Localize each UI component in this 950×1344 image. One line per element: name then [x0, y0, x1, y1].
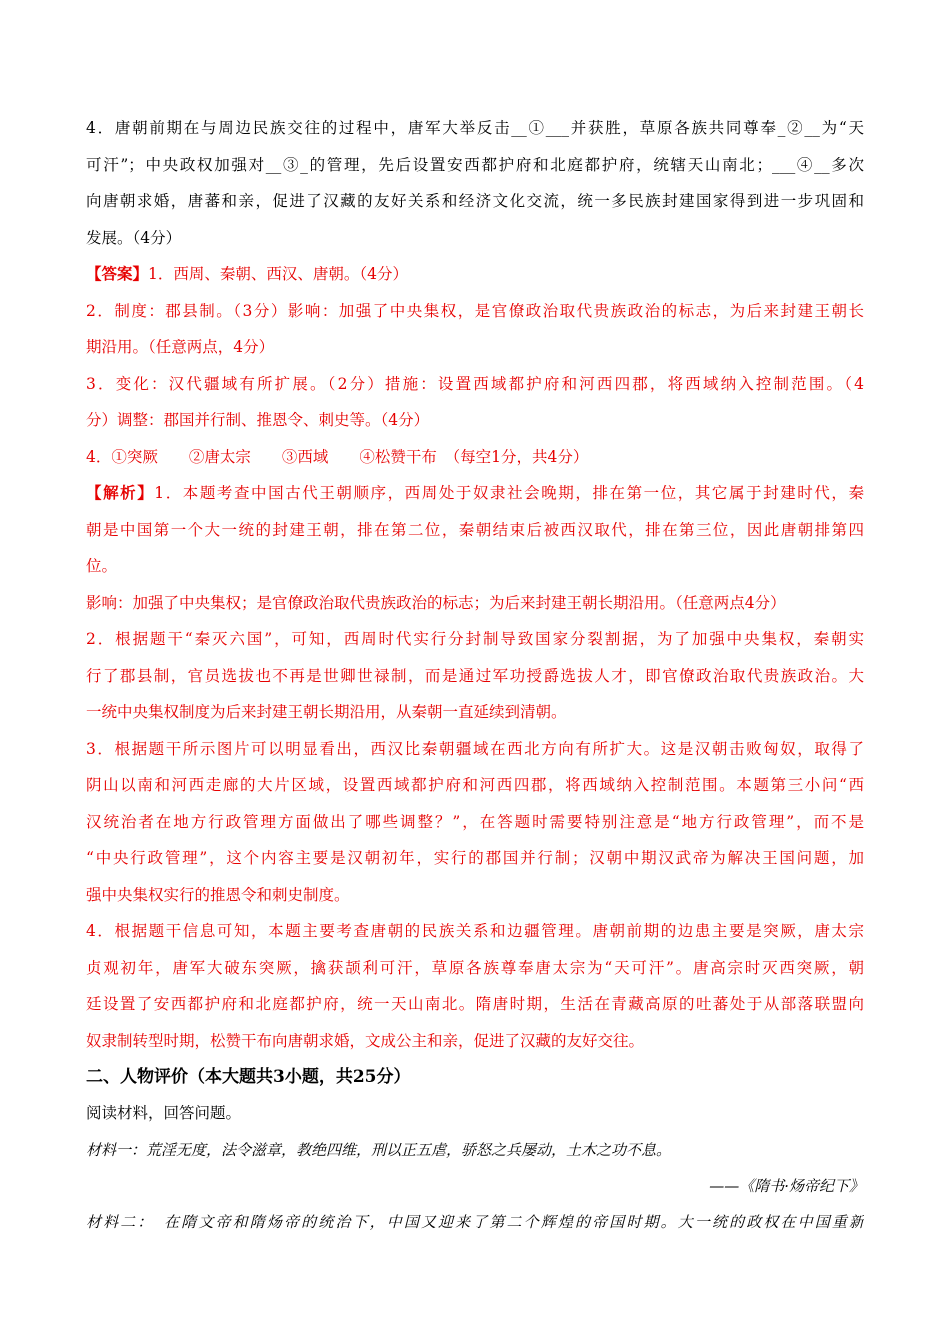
material-1-source: ——《隋书·炀帝纪下》 — [709, 1176, 864, 1195]
answer-line-3: 期沿用。（任意两点，4分） — [86, 338, 275, 356]
analysis-line-9: 阴山以南和河西走廊的大片区域，设置西域都护府和河西四郡，将西域纳入控制范围。本题第三小问“西 — [86, 776, 864, 794]
analysis-line-16: 奴隶制转型时期，松赞干布向唐朝求婚，文成公主和亲，促进了汉藏的友好交往。 — [86, 1031, 645, 1050]
analysis-line-4: 影响：加强了中央集权；是官僚政治取代贵族政治的标志；为后来封建王朝长期沿用。（任意两点4分） — [86, 593, 786, 612]
analysis-line-3: 位。 — [86, 557, 118, 575]
analysis-line-15: 廷设置了安西都护府和北庭都护府，统一天山南北。隋唐时期，生活在青藏高原的吐蕃处于从部落联盟向 — [86, 995, 864, 1013]
question4-line-2: 可汗”；中央政权加强对__③_的管理，先后设置安西都护府和北庭都护府，统辖天山南北；___④__多次 — [86, 155, 864, 174]
analysis-line-11: “中央行政管理”，这个内容主要是汉朝初年，实行的郡国并行制；汉朝中期汉武帝为解决王国问题，加 — [86, 849, 864, 867]
answer-tag: 【答案】 — [86, 264, 149, 283]
analysis-line-7: 一统中央集权制度为后来封建王朝长期沿用，从秦朝一直延续到清朝。 — [86, 703, 567, 721]
analysis-line-10: 汉统治者在地方行政管理方面做出了哪些调整？”，在答题时需要特别注意是“地方行政管理”，而不是 — [86, 812, 864, 831]
answer-line-4: 3．变化：汉代疆域有所扩展。（2分）措施：设置西域都护府和河西四郡，将西域纳入控制范围。（4 — [86, 374, 864, 393]
question4-line-3: 向唐朝求婚，唐蕃和亲，促进了汉藏的友好关系和经济文化交流，统一多民族封建国家得到进一步巩固和 — [86, 192, 864, 210]
analysis-line-1 — [86, 475, 864, 512]
analysis-line-8: 3．根据题干所示图片可以明显看出，西汉比秦朝疆域在西北方向有所扩大。这是汉朝击败匈奴，取得了 — [86, 739, 864, 758]
answer-text-1: 1．西周、秦朝、西汉、唐朝。（4分） — [148, 265, 408, 283]
material-2: 材料二： 在隋文帝和隋炀帝的统治下，中国又迎来了第二个辉煌的帝国时期。大一统的政权在中国重新 — [86, 1212, 864, 1231]
answer-line-2: 2．制度：郡县制。（3分）影响：加强了中央集权，是官僚政治取代贵族政治的标志，为后来封建王朝长 — [86, 301, 864, 320]
question4-line-1: 4．唐朝前期在与周边民族交往的过程中，唐军大举反击__①___并获胜，草原各族共同尊奉_②__为“天 — [86, 119, 864, 137]
analysis-line-14: 贞观初年，唐军大破东突厥，擒获颉利可汗，草原各族尊奉唐太宗为“天可汗”。唐高宗时灭西突厥，朝 — [86, 958, 864, 977]
analysis-line-2: 朝是中国第一个大一统的封建王朝，排在第二位，秦朝结束后被西汉取代，排在第三位，因此唐朝排第四 — [86, 520, 864, 539]
answer-line-5: 分）调整：郡国并行制、推恩令、刺史等。（4分） — [86, 411, 430, 429]
section-instruction: 阅读材料，回答问题。 — [86, 1104, 242, 1122]
analysis-tag: 【解析】 — [86, 483, 155, 502]
answer-line-1 — [86, 256, 864, 293]
section-heading: 二、人物评价（本大题共3小题，共25分） — [86, 1067, 411, 1087]
answer-line-6: 4．①突厥 ②唐太宗 ③西域 ④松赞干布 （每空1分，共4分） — [86, 447, 589, 466]
analysis-line-6: 行了郡县制，官员选拔也不再是世卿世禄制，而是通过军功授爵选拔人才，即官僚政治取代贵族政治。大 — [86, 666, 864, 685]
analysis-line-12: 强中央集权实行的推恩令和刺史制度。 — [86, 885, 350, 904]
analysis-line-13: 4．根据题干信息可知，本题主要考查唐朝的民族关系和边疆管理。唐朝前期的边患主要是突厥，唐太宗 — [86, 922, 864, 940]
analysis-text-1: 1．本题考查中国古代王朝顺序，西周处于奴隶社会晚期，排在第一位，其它属于封建时代，秦 — [154, 484, 864, 502]
question4-line-4: 发展。（4分） — [86, 228, 182, 247]
analysis-line-5: 2．根据题干“秦灭六国”，可知，西周时代实行分封制导致国家分裂割据，为了加强中央集权，秦朝实 — [86, 630, 864, 648]
material-1: 材料一：荒淫无度，法令滋章，教绝四维，刑以正五虐，骄怒之兵屡动，土木之功不息。 — [86, 1140, 672, 1159]
